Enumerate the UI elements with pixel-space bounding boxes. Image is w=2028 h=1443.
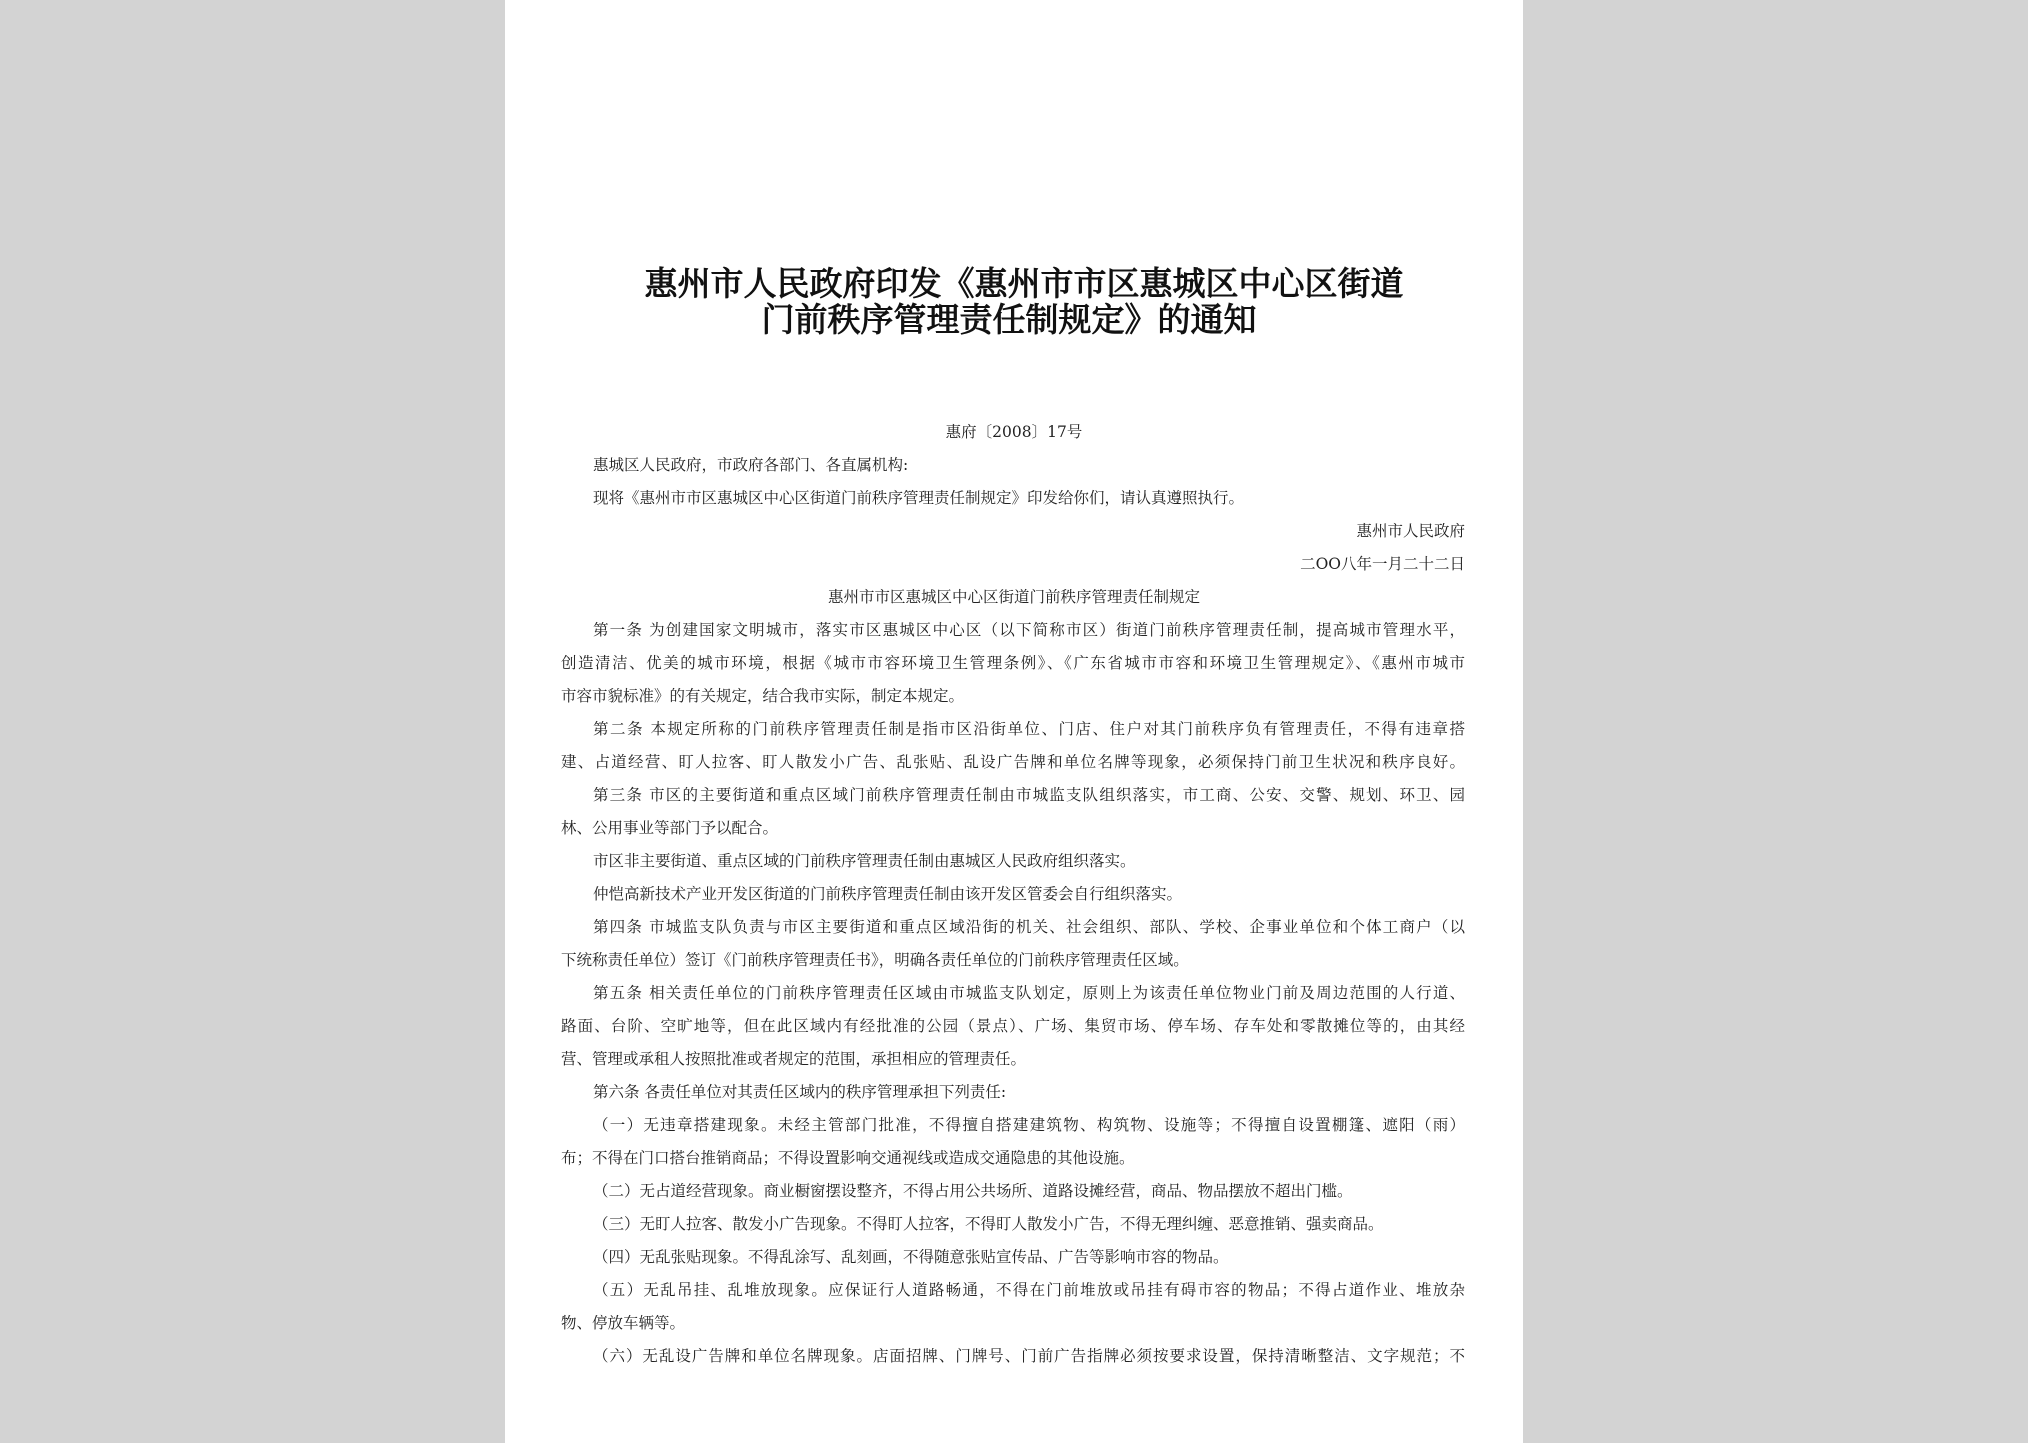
document-page — [505, 0, 1523, 1443]
body-line: 物、停放车辆等。 — [561, 1314, 686, 1332]
body-line: 市容市貌标准》的有关规定，结合我市实际，制定本规定。 — [561, 687, 965, 705]
body-line: 路面、台阶、空旷地等，但在此区域内有经批准的公园（景点）、广场、集贸市场、停车场、存车处和零散摊位等的，由其经 — [561, 1017, 1465, 1035]
regulation-subtitle: 惠州市市区惠城区中心区街道门前秩序管理责任制规定 — [827, 588, 1200, 606]
body-line: （三）无盯人拉客、散发小广告现象。不得盯人拉客，不得盯人散发小广告，不得无理纠缠、恶意推销、强卖商品。 — [593, 1215, 1384, 1233]
issue-date: 二OO八年一月二十二日 — [1300, 555, 1465, 573]
intro-paragraph: 现将《惠州市市区惠城区中心区街道门前秩序管理责任制规定》印发给你们，请认真遵照执行。 — [593, 489, 1245, 507]
body-line: 林、公用事业等部门予以配合。 — [561, 819, 779, 837]
document-number: 惠府〔2008〕17号 — [945, 423, 1083, 441]
body-line: （二）无占道经营现象。商业橱窗摆设整齐，不得占用公共场所、道路设摊经营，商品、物品摆放不超出门槛。 — [593, 1182, 1353, 1200]
recipients: 惠城区人民政府，市政府各部门、各直属机构: — [593, 456, 909, 474]
body-line: 第四条 市城监支队负责与市区主要街道和重点区域沿街的机关、社会组织、部队、学校、企事业单位和个体工商户（以 — [593, 918, 1465, 936]
body-line: （一）无违章搭建现象。未经主管部门批准，不得擅自搭建建筑物、构筑物、设施等；不得擅自设置棚篷、遮阳（雨） — [593, 1116, 1465, 1134]
document-title-line-1: 惠州市人民政府印发《惠州市市区惠城区中心区街道 — [644, 264, 1404, 303]
issuer: 惠州市人民政府 — [1356, 522, 1465, 540]
body-line: 仲恺高新技术产业开发区街道的门前秩序管理责任制由该开发区管委会自行组织落实。 — [593, 885, 1183, 903]
body-line: 创造清洁、优美的城市环境，根据《城市市容环境卫生管理条例》、《广东省城市市容和环境卫生管理规定》、《惠州市城市 — [561, 654, 1465, 672]
body-line: 下统称责任单位）签订《门前秩序管理责任书》，明确各责任单位的门前秩序管理责任区域。 — [561, 951, 1189, 969]
body-line: 营、管理或承租人按照批准或者规定的范围，承担相应的管理责任。 — [561, 1050, 1027, 1068]
body-line: 布；不得在门口搭台推销商品；不得设置影响交通视线或造成交通隐患的其他设施。 — [561, 1149, 1135, 1167]
body-line: 第三条 市区的主要街道和重点区域门前秩序管理责任制由市城监支队组织落实，市工商、公安、交警、规划、环卫、园 — [593, 786, 1465, 804]
body-line: 第二条 本规定所称的门前秩序管理责任制是指市区沿街单位、门店、住户对其门前秩序负有管理责任，不得有违章搭 — [593, 720, 1465, 738]
body-line: 市区非主要街道、重点区域的门前秩序管理责任制由惠城区人民政府组织落实。 — [593, 852, 1136, 870]
body-line: 第一条 为创建国家文明城市，落实市区惠城区中心区（以下简称市区）街道门前秩序管理责任制，提高城市管理水平， — [593, 621, 1465, 639]
document-title-line-2: 门前秩序管理责任制规定》的通知 — [761, 300, 1257, 339]
body-line: 建、占道经营、盯人拉客、盯人散发小广告、乱张贴、乱设广告牌和单位名牌等现象，必须保持门前卫生状况和秩序良好。 — [561, 753, 1465, 771]
body-line: （六）无乱设广告牌和单位名牌现象。店面招牌、门牌号、门前广告指牌必须按要求设置，保持清晰整洁、文字规范；不 — [593, 1347, 1465, 1365]
body-line: （四）无乱张贴现象。不得乱涂写、乱刻画，不得随意张贴宣传品、广告等影响市容的物品。 — [593, 1248, 1229, 1266]
body-line: 第六条 各责任单位对其责任区域内的秩序管理承担下列责任: — [593, 1083, 1007, 1101]
body-line: （五）无乱吊挂、乱堆放现象。应保证行人道路畅通，不得在门前堆放或吊挂有碍市容的物品；不得占道作业、堆放杂 — [593, 1281, 1465, 1299]
body-line: 第五条 相关责任单位的门前秩序管理责任区域由市城监支队划定，原则上为该责任单位物业门前及周边范围的人行道、 — [593, 984, 1465, 1002]
